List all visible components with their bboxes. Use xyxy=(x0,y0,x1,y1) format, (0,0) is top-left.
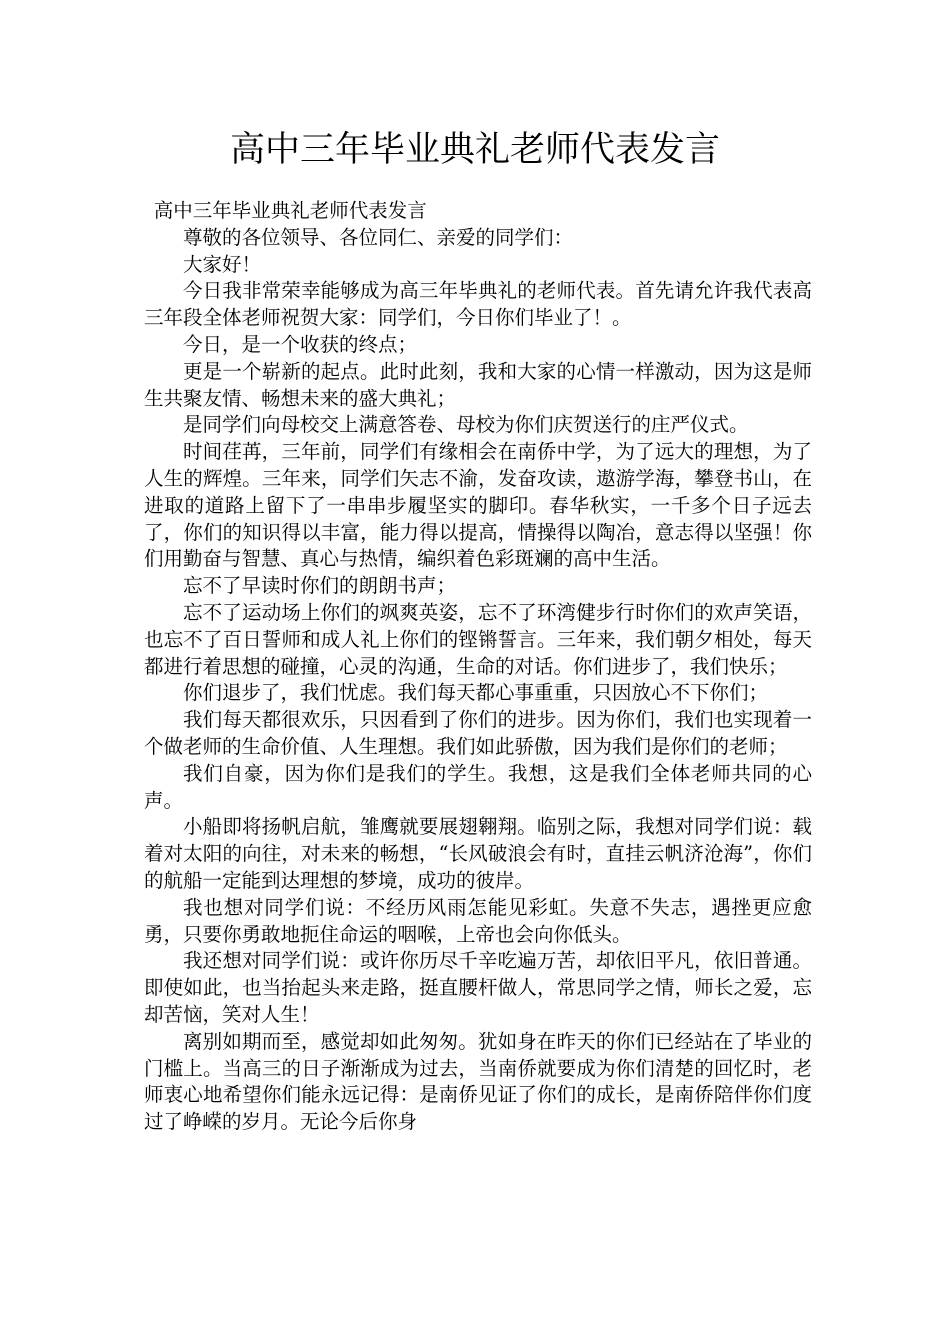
document-body xyxy=(144,198,812,1136)
paragraph: 小船即将扬帆启航，雏鹰就要展翅翱翔。临别之际，我想对同学们说：载着对太阳的向往，对未来的畅想，“长风破浪会有时，直挂云帆济沧海”，你们的航船一定能到达理想的梦境，成功的彼岸。 xyxy=(144,815,812,892)
paragraph: 更是一个崭新的起点。此时此刻，我和大家的心情一样激动，因为这是师生共聚友情、畅想未来的盛大典礼； xyxy=(144,359,812,410)
document-subtitle: 高中三年毕业典礼老师代表发言 xyxy=(153,199,427,222)
paragraph: 忘不了运动场上你们的飒爽英姿，忘不了环湾健步行时你们的欢声笑语，也忘不了百日誓师和成人礼上你们的铿锵誓言。三年来，我们朝夕相处，每天都进行着思想的碰撞，心灵的沟通，生命的对话。你们进步了，我们快乐； xyxy=(144,600,812,678)
paragraph: 你们退步了，我们忧虑。我们每天都心事重重，只因放心不下你们； xyxy=(183,681,769,705)
paragraph: 离别如期而至，感觉却如此匆匆。犹如身在昨天的你们已经站在了毕业的门槛上。当高三的日子渐渐成为过去，当南侨就要成为你们清楚的回忆时，老师衷心地希望你们能永远记得：是南侨见证了你们的成长，是南侨陪伴你们度过了峥嵘的岁月。无论今后你身 xyxy=(144,1029,812,1134)
paragraph: 时间荏苒，三年前，同学们有缘相会在南侨中学，为了远大的理想，为了人生的辉煌。三年来，同学们矢志不渝，发奋攻读，遨游学海，攀登书山，在进取的道路上留下了一串串步履坚实的脚印。春华秋实，一千多个日子远去了，你们的知识得以丰富，能力得以提高，情操得以陶冶，意志得以坚强！你们用勤奋与智慧、真心与热情，编织着色彩斑斓的高中生活。 xyxy=(144,440,812,571)
paragraph: 我们每天都很欢乐，只因看到了你们的进步。因为你们，我们也实现着一个做老师的生命价值、人生理想。我们如此骄傲，因为我们是你们的老师； xyxy=(144,708,812,758)
paragraph: 大家好！ xyxy=(183,252,262,276)
paragraph: 我还想对同学们说：或许你历尽千辛吃遍万苦，却依旧平凡，依旧普通。即使如此，也当抬起头来走路，挺直腰杆做人，常思同学之情，师长之爱，忘却苦恼，笑对人生！ xyxy=(144,949,812,1026)
paragraph: 尊敬的各位领导、各位同仁、亲爱的同学们： xyxy=(183,225,574,249)
paragraph: 忘不了早读时你们的朗朗书声； xyxy=(183,574,457,598)
paragraph: 我也想对同学们说：不经历风雨怎能见彩虹。失意不失志，遇挫更应愈勇，只要你勇敢地扼住命运的咽喉，上帝也会向你低头。 xyxy=(144,895,812,946)
document-title: 高中三年毕业典礼老师代表发言 xyxy=(229,130,720,170)
paragraph: 是同学们向母校交上满意答卷、母校为你们庆贺送行的庄严仪式。 xyxy=(183,413,749,437)
paragraph: 我们自豪，因为你们是我们的学生。我想，这是我们全体老师共同的心声。 xyxy=(144,761,812,812)
paragraph: 今日，是一个收获的终点； xyxy=(183,332,418,356)
paragraph: 今日我非常荣幸能够成为高三年毕典礼的老师代表。首先请允许我代表高三年段全体老师祝贺大家：同学们，今日你们毕业了！。 xyxy=(144,279,812,330)
